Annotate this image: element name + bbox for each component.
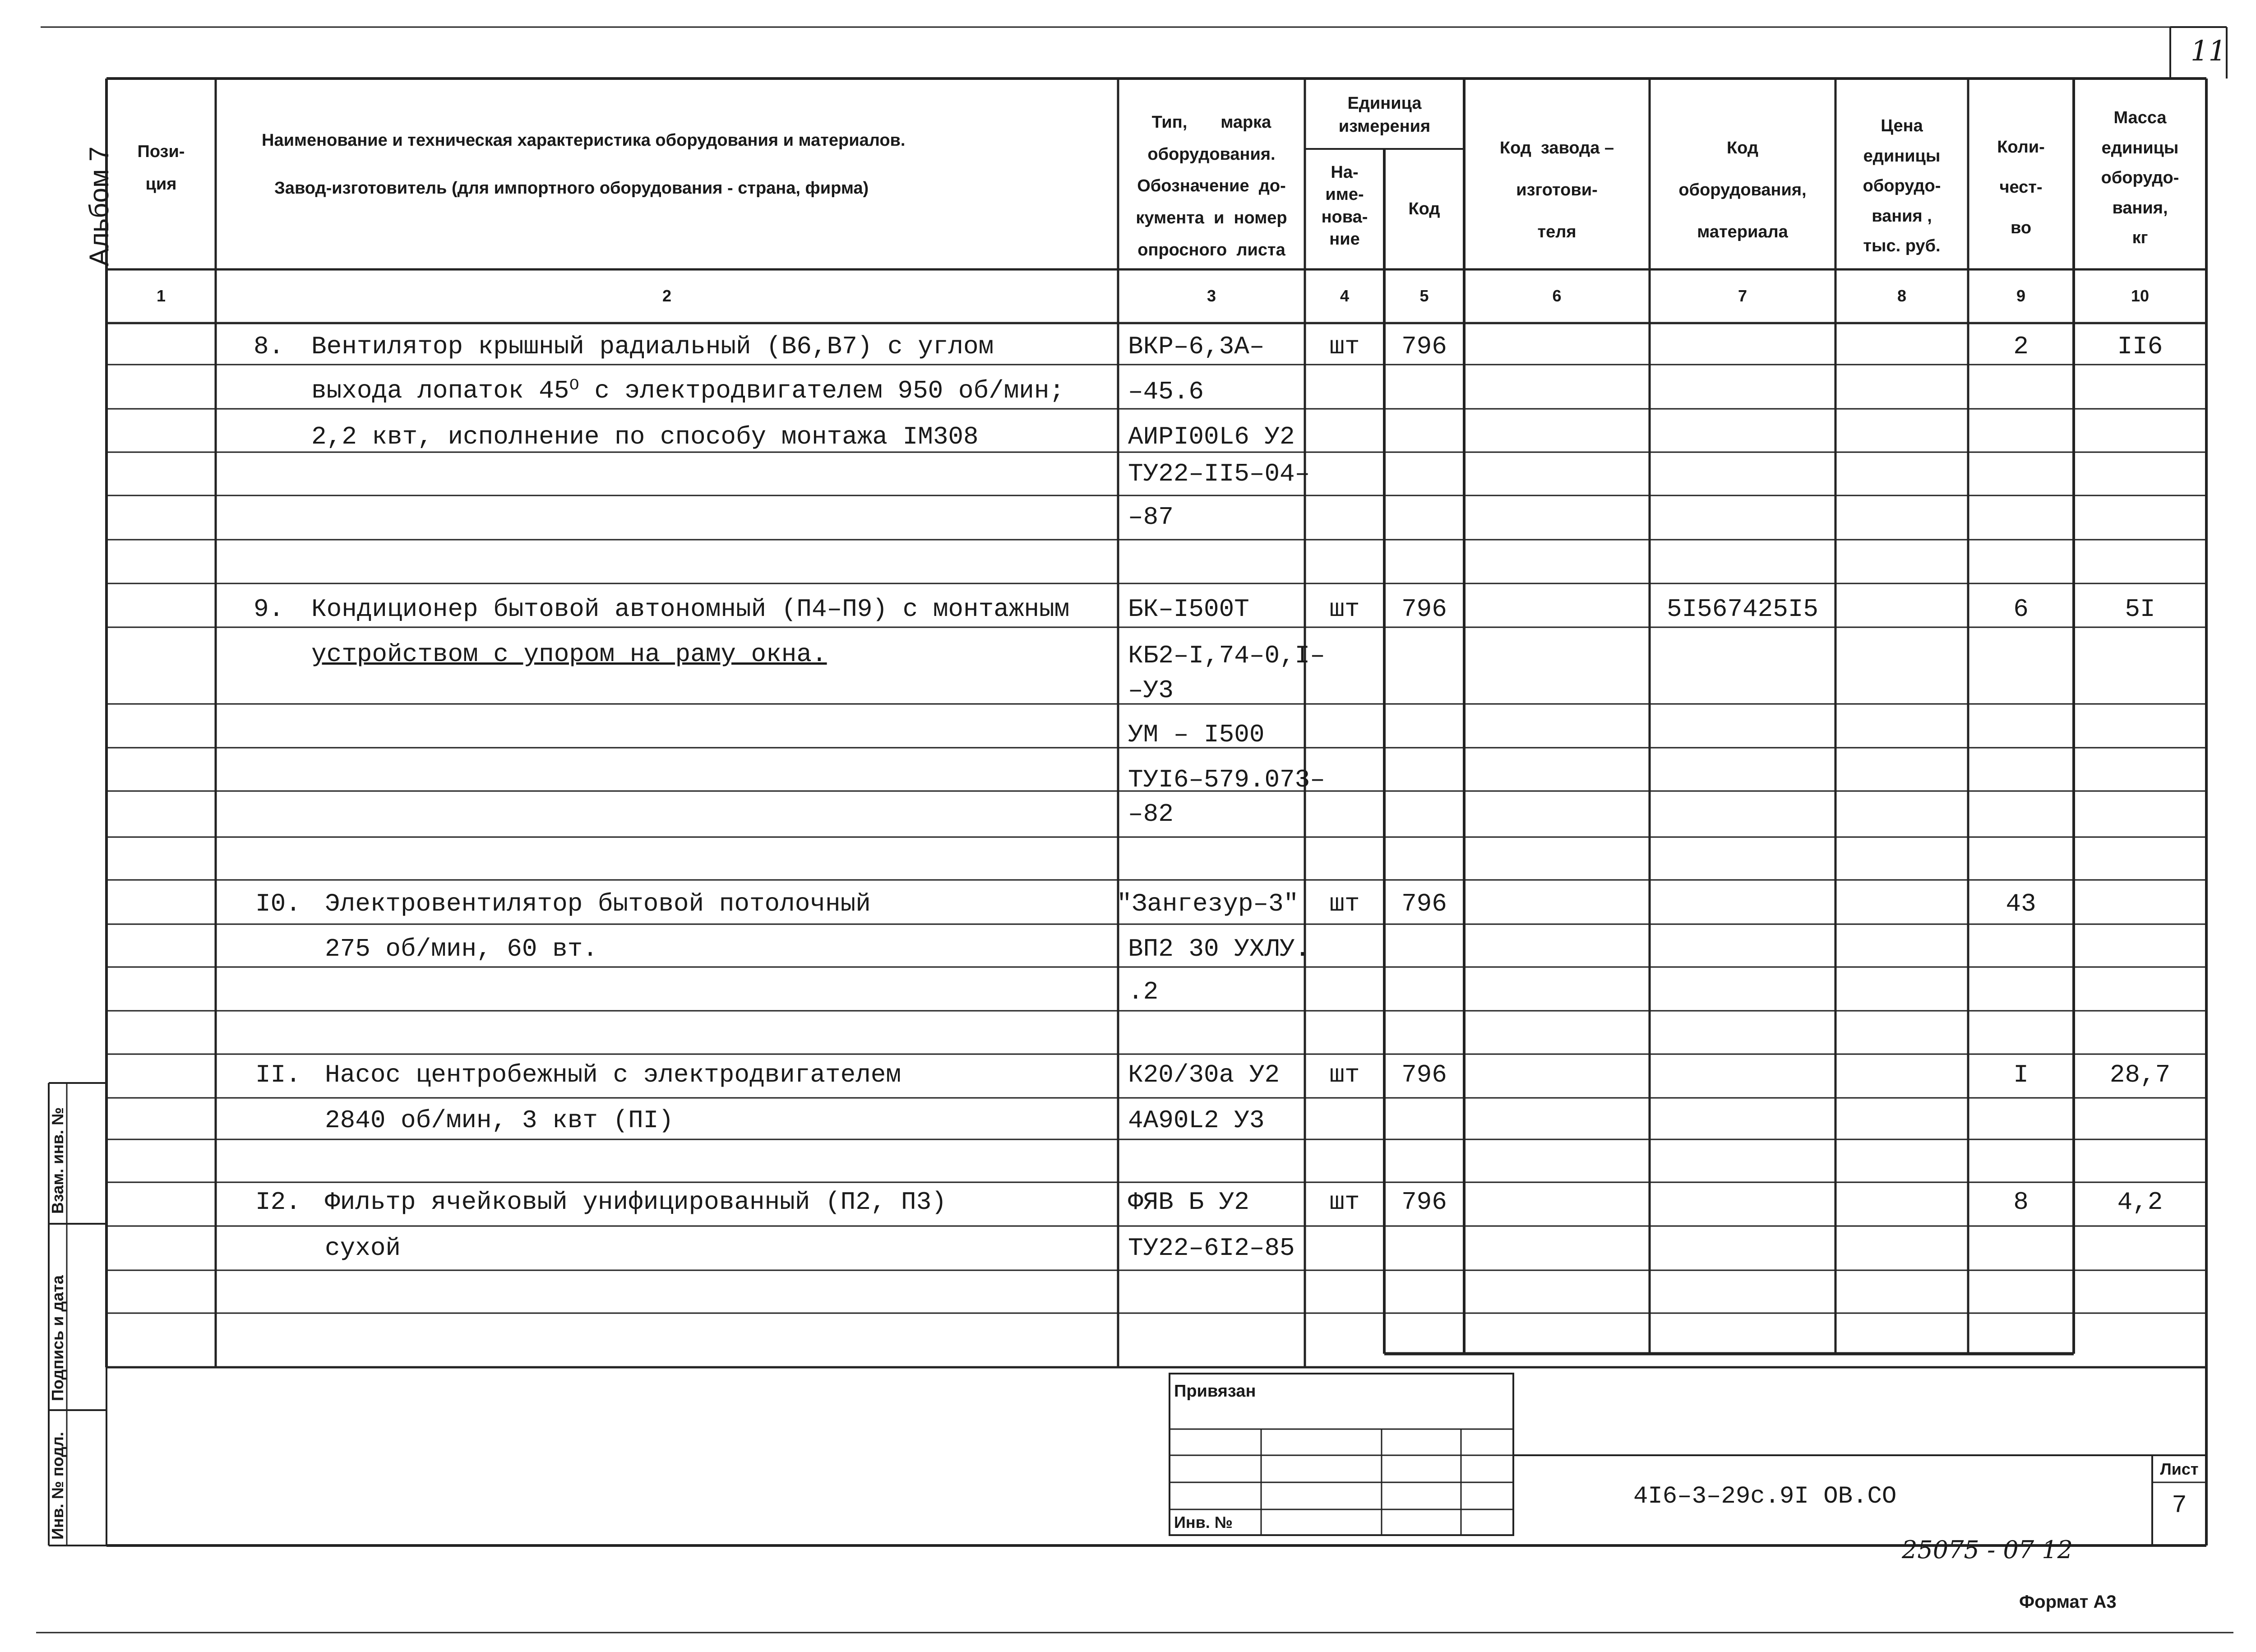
type-line: КБ2–I,74–0,I– — [1128, 641, 1325, 670]
type-line: ВКР–6,3А– — [1128, 332, 1265, 361]
unit-name: шт — [1329, 595, 1360, 624]
unit-name: шт — [1329, 1188, 1360, 1217]
item-name-line: 2840 об/мин, 3 квт (ПI) — [325, 1106, 674, 1135]
quantity: 6 — [2013, 595, 2029, 624]
item-name-line: устройством с упором на раму окна. — [311, 640, 827, 669]
unit-code: 796 — [1401, 889, 1447, 918]
unit-name: шт — [1329, 332, 1360, 361]
stamp-inv-podl: Инв. № подл. — [48, 1432, 67, 1540]
header-plant-code: Код завода – изготови- теля — [1499, 139, 1614, 242]
header-unit-code: Код — [1408, 199, 1440, 218]
item-name-line: Насос центробежный с электродвигателем — [325, 1060, 901, 1089]
type-line: К20/30а У2 — [1128, 1060, 1280, 1089]
sheet-label: Лист — [2160, 1460, 2199, 1478]
type-line: –У3 — [1128, 676, 1174, 705]
item-name-line: 2,2 квт, исполнение по способу монтажа IM308 — [311, 422, 979, 451]
type-line: ФЯВ Б У2 — [1128, 1188, 1249, 1217]
column-number: 6 — [1552, 287, 1562, 305]
sheet-number: 7 — [2172, 1491, 2187, 1520]
sheet-corner-number: 11 — [2191, 34, 2226, 67]
item-name-line: сухой — [325, 1234, 401, 1263]
type-line: ТУ22–II5–04– — [1128, 459, 1310, 488]
header-quantity: Коли- чест- во — [1997, 138, 2045, 237]
header-price: Цена единицы оборудо- вания , тыс. руб. — [1863, 116, 1941, 255]
item-name-line: Вентилятор крышный радиальный (В6,В7) с углом — [311, 332, 994, 361]
type-line: АИРI00L6 У2 — [1128, 422, 1295, 451]
type-line: УМ – I500 — [1128, 720, 1265, 749]
album-label: Альбом 7 — [84, 146, 114, 266]
header-name-line2: Завод-изготовитель (для импортного оборудования - страна, фирма) — [274, 179, 869, 198]
position-number: 9. — [254, 595, 284, 624]
position-number: II. — [255, 1060, 301, 1089]
type-line: –87 — [1128, 503, 1174, 532]
binding-label: Привязан — [1174, 1382, 1256, 1401]
position-number: I2. — [255, 1188, 301, 1217]
archive-number: 25075 - 07 12 — [1902, 1536, 2073, 1564]
unit-code: 796 — [1401, 332, 1447, 361]
unit-code: 796 — [1401, 1060, 1447, 1089]
type-line: .2 — [1128, 977, 1159, 1006]
header-name-line1: Наименование и техническая характеристика оборудования и материалов. — [262, 131, 906, 150]
unit-code: 796 — [1401, 1188, 1447, 1217]
header-type: Тип, марка оборудования. Обозначение до- кумента и номер опросного листа — [1136, 113, 1287, 259]
column-number: 8 — [1897, 287, 1907, 305]
column-number: 3 — [1207, 287, 1216, 305]
document-code: 4I6–3–29с.9I ОВ.СО — [1633, 1483, 1897, 1510]
type-line: БК–I500Т — [1128, 595, 1249, 624]
mass: 4,2 — [2117, 1188, 2163, 1217]
format-label: Формат А3 — [2019, 1592, 2117, 1612]
quantity: 2 — [2013, 332, 2029, 361]
unit-name: шт — [1329, 889, 1360, 918]
type-line: –82 — [1128, 800, 1174, 828]
column-number: 2 — [662, 287, 672, 305]
column-number: 9 — [2016, 287, 2026, 305]
type-line: ТУ22–6I2–85 — [1128, 1234, 1295, 1263]
quantity: 43 — [2006, 889, 2036, 918]
type-line: ВП2 30 УХЛУ. — [1128, 935, 1310, 963]
type-line: ТУI6–579.073– — [1128, 765, 1325, 794]
equipment-code: 5I567425I5 — [1666, 595, 1819, 624]
quantity: I — [2013, 1060, 2029, 1089]
inventory-number-label: Инв. № — [1174, 1513, 1233, 1532]
column-number: 4 — [1340, 287, 1350, 305]
column-number: 5 — [1419, 287, 1429, 305]
header-unit: Единица измерения — [1338, 94, 1431, 136]
position-number: I0. — [255, 889, 301, 918]
mass: 5I — [2125, 595, 2155, 624]
type-line: "Зангезур–3" — [1117, 889, 1299, 918]
column-number: 1 — [156, 287, 166, 305]
mass: 28,7 — [2109, 1060, 2171, 1089]
header-mass: Масса единицы оборудо- вания, кг — [2101, 108, 2179, 247]
type-line: 4А90L2 У3 — [1128, 1106, 1265, 1135]
column-number: 10 — [2131, 287, 2150, 305]
header-position: Пози- ция — [137, 142, 185, 194]
stamp-podpis-data: Подпись и дата — [48, 1275, 67, 1401]
header-equipment-code: Код оборудования, материала — [1678, 139, 1807, 242]
unit-code: 796 — [1401, 595, 1447, 624]
item-name-line: 275 об/мин, 60 вт. — [325, 935, 598, 963]
item-name-line: выхода лопаток 45⁰ с электродвигателем 950 об/мин; — [311, 376, 1065, 405]
item-name-line: Кондиционер бытовой автономный (П4–П9) с монтажным — [311, 595, 1070, 624]
type-line: –45.6 — [1128, 377, 1204, 406]
unit-name: шт — [1329, 1060, 1360, 1089]
column-number: 7 — [1738, 287, 1747, 305]
mass: II6 — [2117, 332, 2163, 361]
header-unit-name: На- име- нова- ние — [1321, 163, 1368, 249]
item-name-line: Фильтр ячейковый унифицированный (П2, П3) — [325, 1188, 947, 1217]
stamp-vzam-inv: Взам. инв. № — [48, 1107, 67, 1214]
item-name-line: Электровентилятор бытовой потолочный — [325, 889, 871, 918]
position-number: 8. — [254, 332, 284, 361]
quantity: 8 — [2013, 1188, 2029, 1217]
